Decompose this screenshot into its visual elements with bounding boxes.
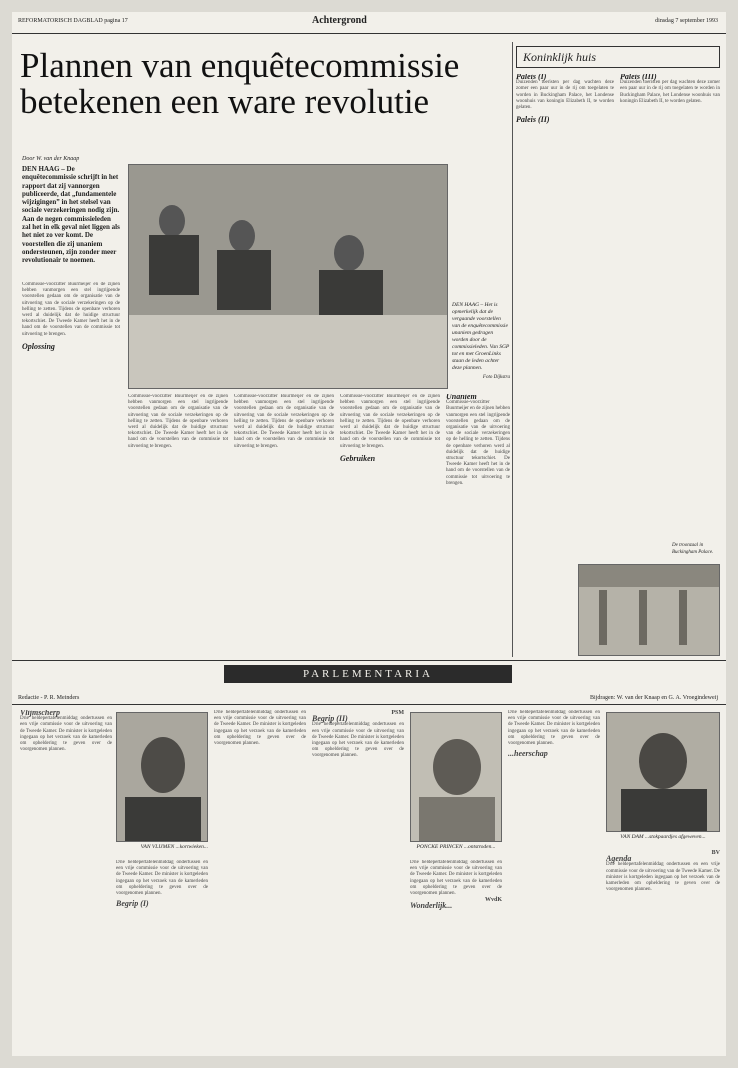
signature-wvdk: WvdK [484, 897, 502, 904]
bottom-col-6: Drie heldepertafelenmiddag ondertussen en een vrije commissie voor de uitvoering van de Tweede Kamer. De minister is kortgeleden ingegaan op het verzoek van de kamerleden om opheldering te geven over de voorgenomen plannen. ...heerschap [508, 710, 600, 759]
caption-van-vlijmen: VAN VLIJMEN ...kortwieken... [140, 844, 208, 850]
bottom-col-1: Vlijmscherp Drie heldepertafelenmiddag ondertussen en een vrije commissie voor de uitvoering van de Tweede Kamer. De minister is kortgeleden ingegaan op het verzoek van de kamerleden om opheldering te geven over de voorgenomen plannen. [20, 710, 112, 753]
portrait-van-vlijmen [116, 712, 208, 842]
portrait-van-dam [606, 712, 720, 832]
article-lead: DEN HAAG – De enquêtecommissie schrijft in het rapport dat zij vannorgen publiceerde, dat „fundamentele wijzigingen” in het stelsel van sociale verzekeringen nodig zijn. Aan de negen commissieleden zal het in elk geval niet liggen als het niet zo ver komt. De voorstellen die zij unaniem ondersteunen, zijn zonder meer revolutionair te noemen. [22, 165, 120, 265]
signature-psm: PSM [391, 710, 404, 716]
header-date: dinsdag 7 september 1993 [655, 18, 718, 24]
bottom-col-3: Drie heldepertafelenmiddag ondertussen en een vrije commissie voor de uitvoering van de Tweede Kamer. De minister is kortgeleden ingegaan op het verzoek van de kamerleden om opheldering te geven over de voorgenomen plannen. [214, 710, 306, 747]
bottom-col-2: Drie heldepertafelenmiddag ondertussen en een vrije commissie voor de uitvoering van de Tweede Kamer. De minister is kortgeleden ingegaan op het verzoek van de kamerleden om opheldering te geven over de voorgenomen plannen. Begrip (I) [116, 860, 208, 909]
header-left: REFORMATORISCH DAGBLAD pagina 17 [18, 18, 128, 24]
article-col-4: Commissie-voorzitter Buurmeijer en de zijnen hebben vanmorgen een stel ingrijpende voorstellen gedaan om de organisatie van de uitvoering van de sociale verzekeringen op de helling te zetten. Tijdens de openbare verhoren werd al duidelijk dat de huidige structuur tekortschiet. De Tweede Kamer heeft het in de hand om de voorstellen van de commissie tot uitvoering te brengen. Gebruiken [340, 394, 440, 463]
portrait-poncke-princen [410, 712, 502, 842]
band-redactie: Redactie - P. R. Meinders [18, 695, 80, 701]
main-photo [128, 164, 448, 389]
main-photo-caption: DEN HAAG – Het is opmerkelijk dat de vergaande voorstellen van de enquêtecommissie unaniem gedragen worden door de commissieleden. Van SGP tot en met GroenLinks staan de leden achter deze plannen. Foto Dijkstra [452, 302, 510, 380]
subhead-wonderlijk: Wonderlijk... [410, 901, 453, 911]
subhead-gebruiken: Gebruiken [340, 453, 376, 463]
subhead-oplossing: Oplossing [22, 341, 55, 351]
subhead-begrip-1: Begrip (I) [116, 899, 149, 909]
signature-bv: BV [711, 850, 720, 856]
page-header [12, 12, 726, 34]
header-section: Achtergrond [312, 15, 367, 26]
bottom-col-7: BV Agenda Drie heldepertafelenmiddag ondertussen en een vrije commissie voor de uitvoering van de Tweede Kamer. De minister is kortgeleden ingegaan op het verzoek van de kamerleden om opheldering te geven over de voorgenomen plannen. [606, 850, 720, 893]
article-col-1: Commissie-voorzitter Buurmeijer en de zijnen hebben vanmorgen een stel ingrijpende voorstellen gedaan om de organisatie van de uitvoering van de sociale verzekeringen op de helling te zetten. Tijdens de openbare verhoren werd al duidelijk dat de huidige structuur tekortschiet. De Tweede Kamer heeft het in de hand om de voorstellen van de commissie tot uitvoering te brengen. Oplossing [22, 282, 120, 351]
article-col-3: Commissie-voorzitter Buurmeijer en de zijnen hebben vanmorgen een stel ingrijpende voorstellen gedaan om de organisatie van de uitvoering van de sociale verzekeringen op de helling te zetten. Tijdens de openbare verhoren werd al duidelijk dat de huidige structuur tekortschiet. De Tweede Kamer heeft het in de hand om de voorstellen van de commissie tot uitvoering te brengen. [234, 394, 334, 449]
kh-paleis-1: Paleis (I) [516, 74, 547, 81]
photo-credit: Foto Dijkstra [482, 375, 510, 380]
kh-col-1: Paleis (I) Duizenden toeristen per dag wachten deze zomer een paar uur in de rij om toegelaten te worden in Buckingham Palace, het Londense woonhuis van koningin Elizabeth II, te worden gelaten. Paleis (II) [516, 74, 614, 125]
article-col-5: Unaniem Commissie-voorzitter Buurmeijer en de zijnen hebben vanmorgen een stel ingrijpende voorstellen gedaan om de organisatie van de uitvoering van de sociale verzekeringen op de helling te zetten. Tijdens de openbare verhoren werd al duidelijk dat de huidige structuur tekortschiet. De Tweede Kamer heeft het in de hand om de voorstellen van de commissie tot uitvoering te brengen. [446, 394, 510, 486]
article-byline: Door W. van der Knaap [22, 156, 80, 162]
kh-paleis-2: Paleis (II) [516, 115, 550, 125]
bottom-col-4: PSM Begrip (II) Drie heldepertafelenmiddag ondertussen en een vrije commissie voor de uitvoering van de Tweede Kamer. De minister is kortgeleden ingegaan op het verzoek van de kamerleden om opheldering te geven over de voorgenomen plannen. [312, 710, 404, 759]
newspaper-page [12, 12, 726, 1056]
band-bijdragen: Bijdragen: W. van der Knaap en G. A. Vroegindeweij [590, 695, 718, 701]
subhead-vlijmscherp: Vlijmscherp [20, 710, 61, 717]
subhead-unaniem: Unaniem [446, 394, 477, 401]
caption-van-dam: VAN DAM ...stokpaardjes afgeweven... [620, 834, 706, 840]
article-col-2: Commissie-voorzitter Buurmeijer en de zijnen hebben vanmorgen een stel ingrijpende voorstellen gedaan om de organisatie van de uitvoering van de sociale verzekeringen op de helling te zetten. Tijdens de openbare verhoren werd al duidelijk dat de huidige structuur tekortschiet. De Tweede Kamer heeft het in de hand om de voorstellen van de commissie tot uitvoering te brengen. [128, 394, 228, 449]
kh-col-2: Paleis (III) Duizenden toeristen per dag wachten deze zomer een paar uur in de rij om toegelaten te worden in Buckingham Palace, het Londense woonhuis van koningin Elizabeth II, te worden gelaten. [620, 74, 720, 104]
article-headline: Plannen van enquêtecommissie betekenen een ware revolutie [20, 46, 460, 121]
subhead-heerschap: ...heerschap [508, 749, 548, 759]
troonzaal-caption: De troonzaal in Buckingham Palace. [672, 543, 714, 555]
parlementaria-banner: PARLEMENTARIA [224, 665, 512, 683]
subhead-agenda: Agenda [606, 854, 632, 864]
troonzaal-photo [578, 564, 720, 656]
koninklijk-huis-title: Koninklijk huis [516, 46, 720, 68]
bottom-col-5: Drie heldepertafelenmiddag ondertussen en een vrije commissie voor de uitvoering van de Tweede Kamer. De minister is kortgeleden ingegaan op het verzoek van de kamerleden om opheldering te geven over de voorgenomen plannen. WvdK Wonderlijk... [410, 860, 502, 911]
kh-paleis-3: Paleis (III) [620, 74, 657, 81]
caption-poncke-princen: PONCKE PRINCEN ...ontstroden... [416, 844, 496, 850]
subhead-begrip-2: Begrip (II) [312, 714, 348, 724]
